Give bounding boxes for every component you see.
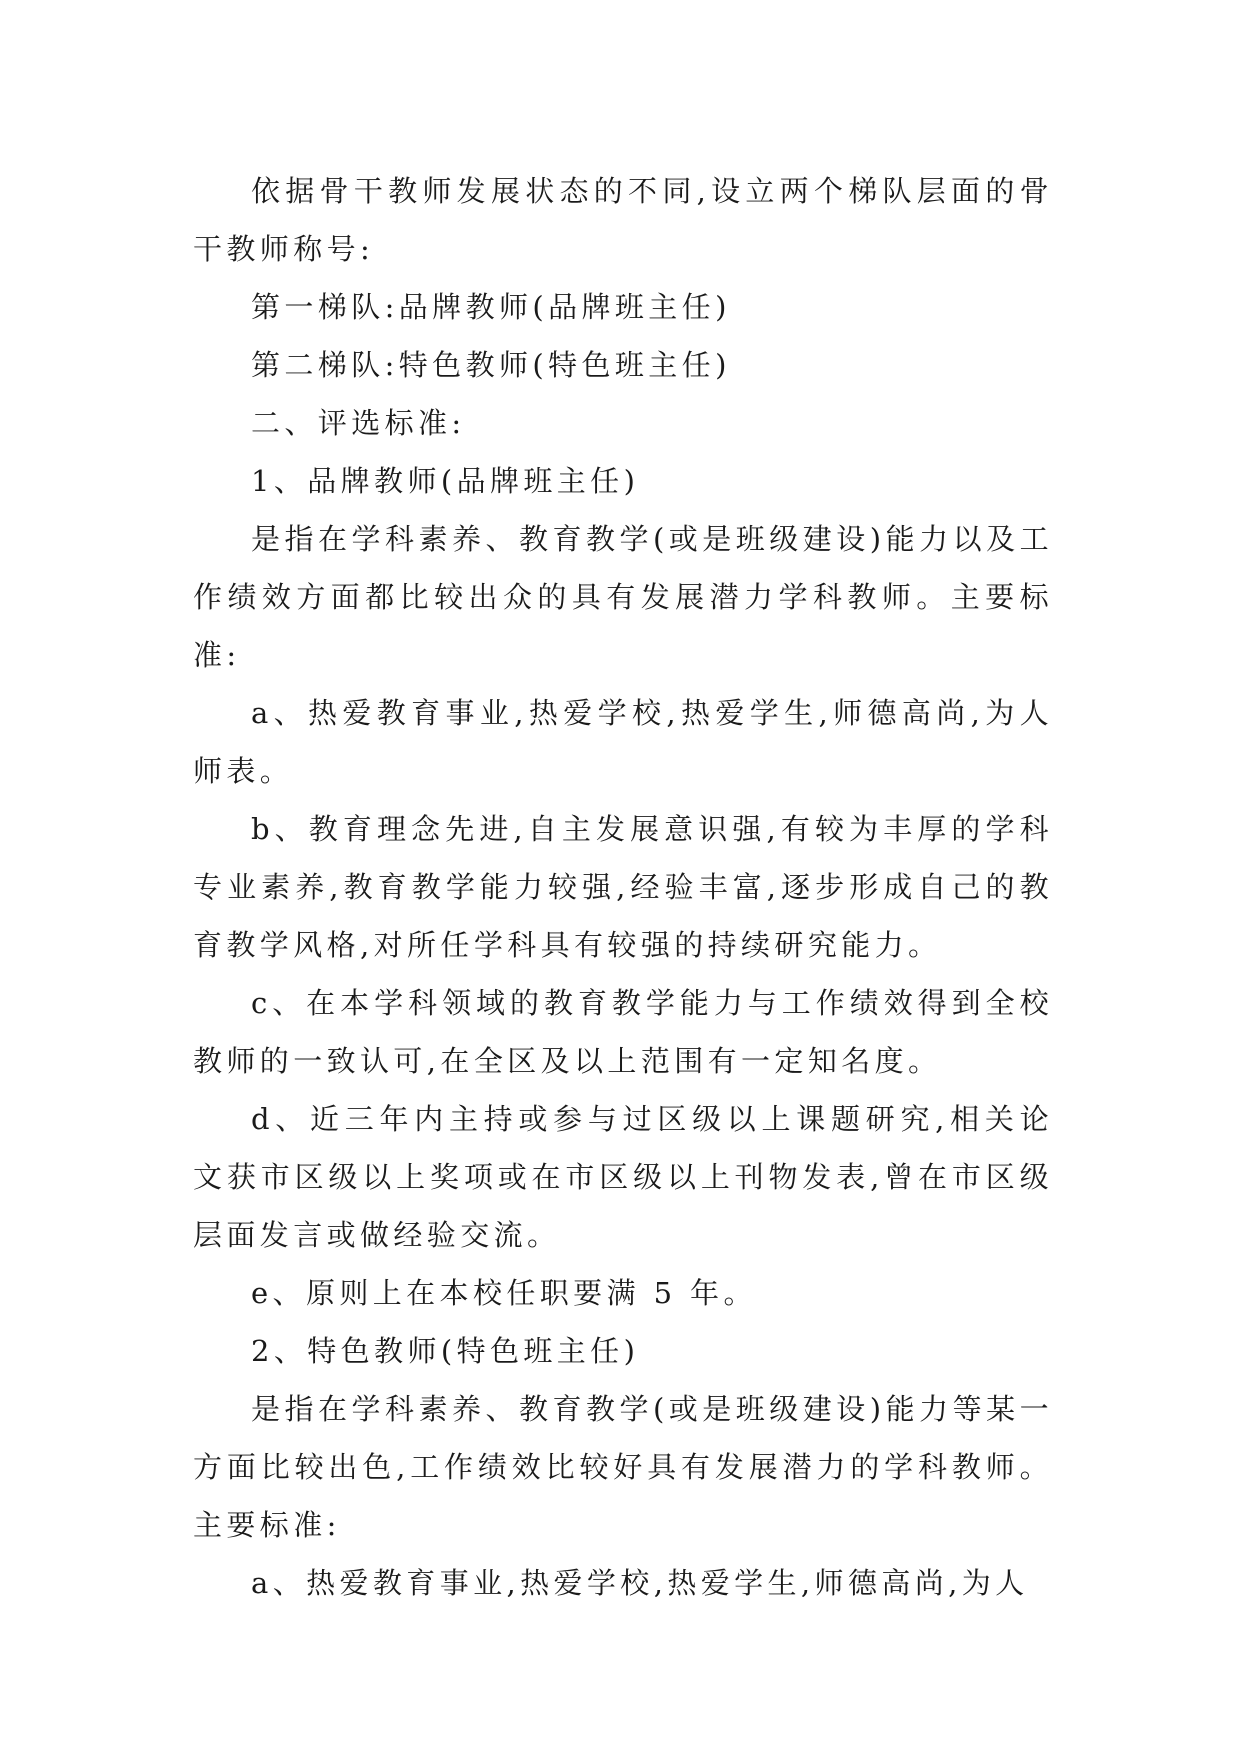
- document-body: [193, 162, 1053, 1612]
- section-heading-criteria: 二、评选标准:: [251, 406, 466, 440]
- criterion-e: e、原则上在本校任职要满 5 年。: [251, 1276, 757, 1310]
- criterion-c: c、在本学科领域的教育教学能力与工作绩效得到全校教师的一致认可,在全区及以上范围有一定知名度。: [193, 986, 1053, 1078]
- criterion-d: d、近三年内主持或参与过区级以上课题研究,相关论文获市区级以上奖项或在市区级以上刊物发表,曾在市区级层面发言或做经验交流。: [193, 1102, 1053, 1252]
- subheading-feature-teacher: 2、特色教师(特色班主任): [251, 1334, 640, 1368]
- criterion-a-second: a、热爱教育事业,热爱学校,热爱学生,师德高尚,为人: [251, 1566, 1029, 1600]
- paragraph-feature-definition: 是指在学科素养、教育教学(或是班级建设)能力等某一方面比较出色,工作绩效比较好具有发展潜力的学科教师。主要标准:: [193, 1392, 1053, 1542]
- paragraph-brand-definition: 是指在学科素养、教育教学(或是班级建设)能力以及工作绩效方面都比较出众的具有发展潜力学科教师。主要标准:: [193, 522, 1053, 672]
- paragraph-tier-one: 第一梯队:品牌教师(品牌班主任): [251, 290, 731, 324]
- criterion-b: b、教育理念先进,自主发展意识强,有较为丰厚的学科专业素养,教育教学能力较强,经验丰富,逐步形成自己的教育教学风格,对所任学科具有较强的持续研究能力。: [193, 812, 1053, 962]
- subheading-brand-teacher: 1、品牌教师(品牌班主任): [251, 464, 640, 498]
- paragraph-tier-two: 第二梯队:特色教师(特色班主任): [251, 348, 731, 382]
- paragraph-intro: 依据骨干教师发展状态的不同,设立两个梯队层面的骨干教师称号:: [193, 174, 1053, 266]
- criterion-a: a、热爱教育事业,热爱学校,热爱学生,师德高尚,为人师表。: [193, 696, 1053, 788]
